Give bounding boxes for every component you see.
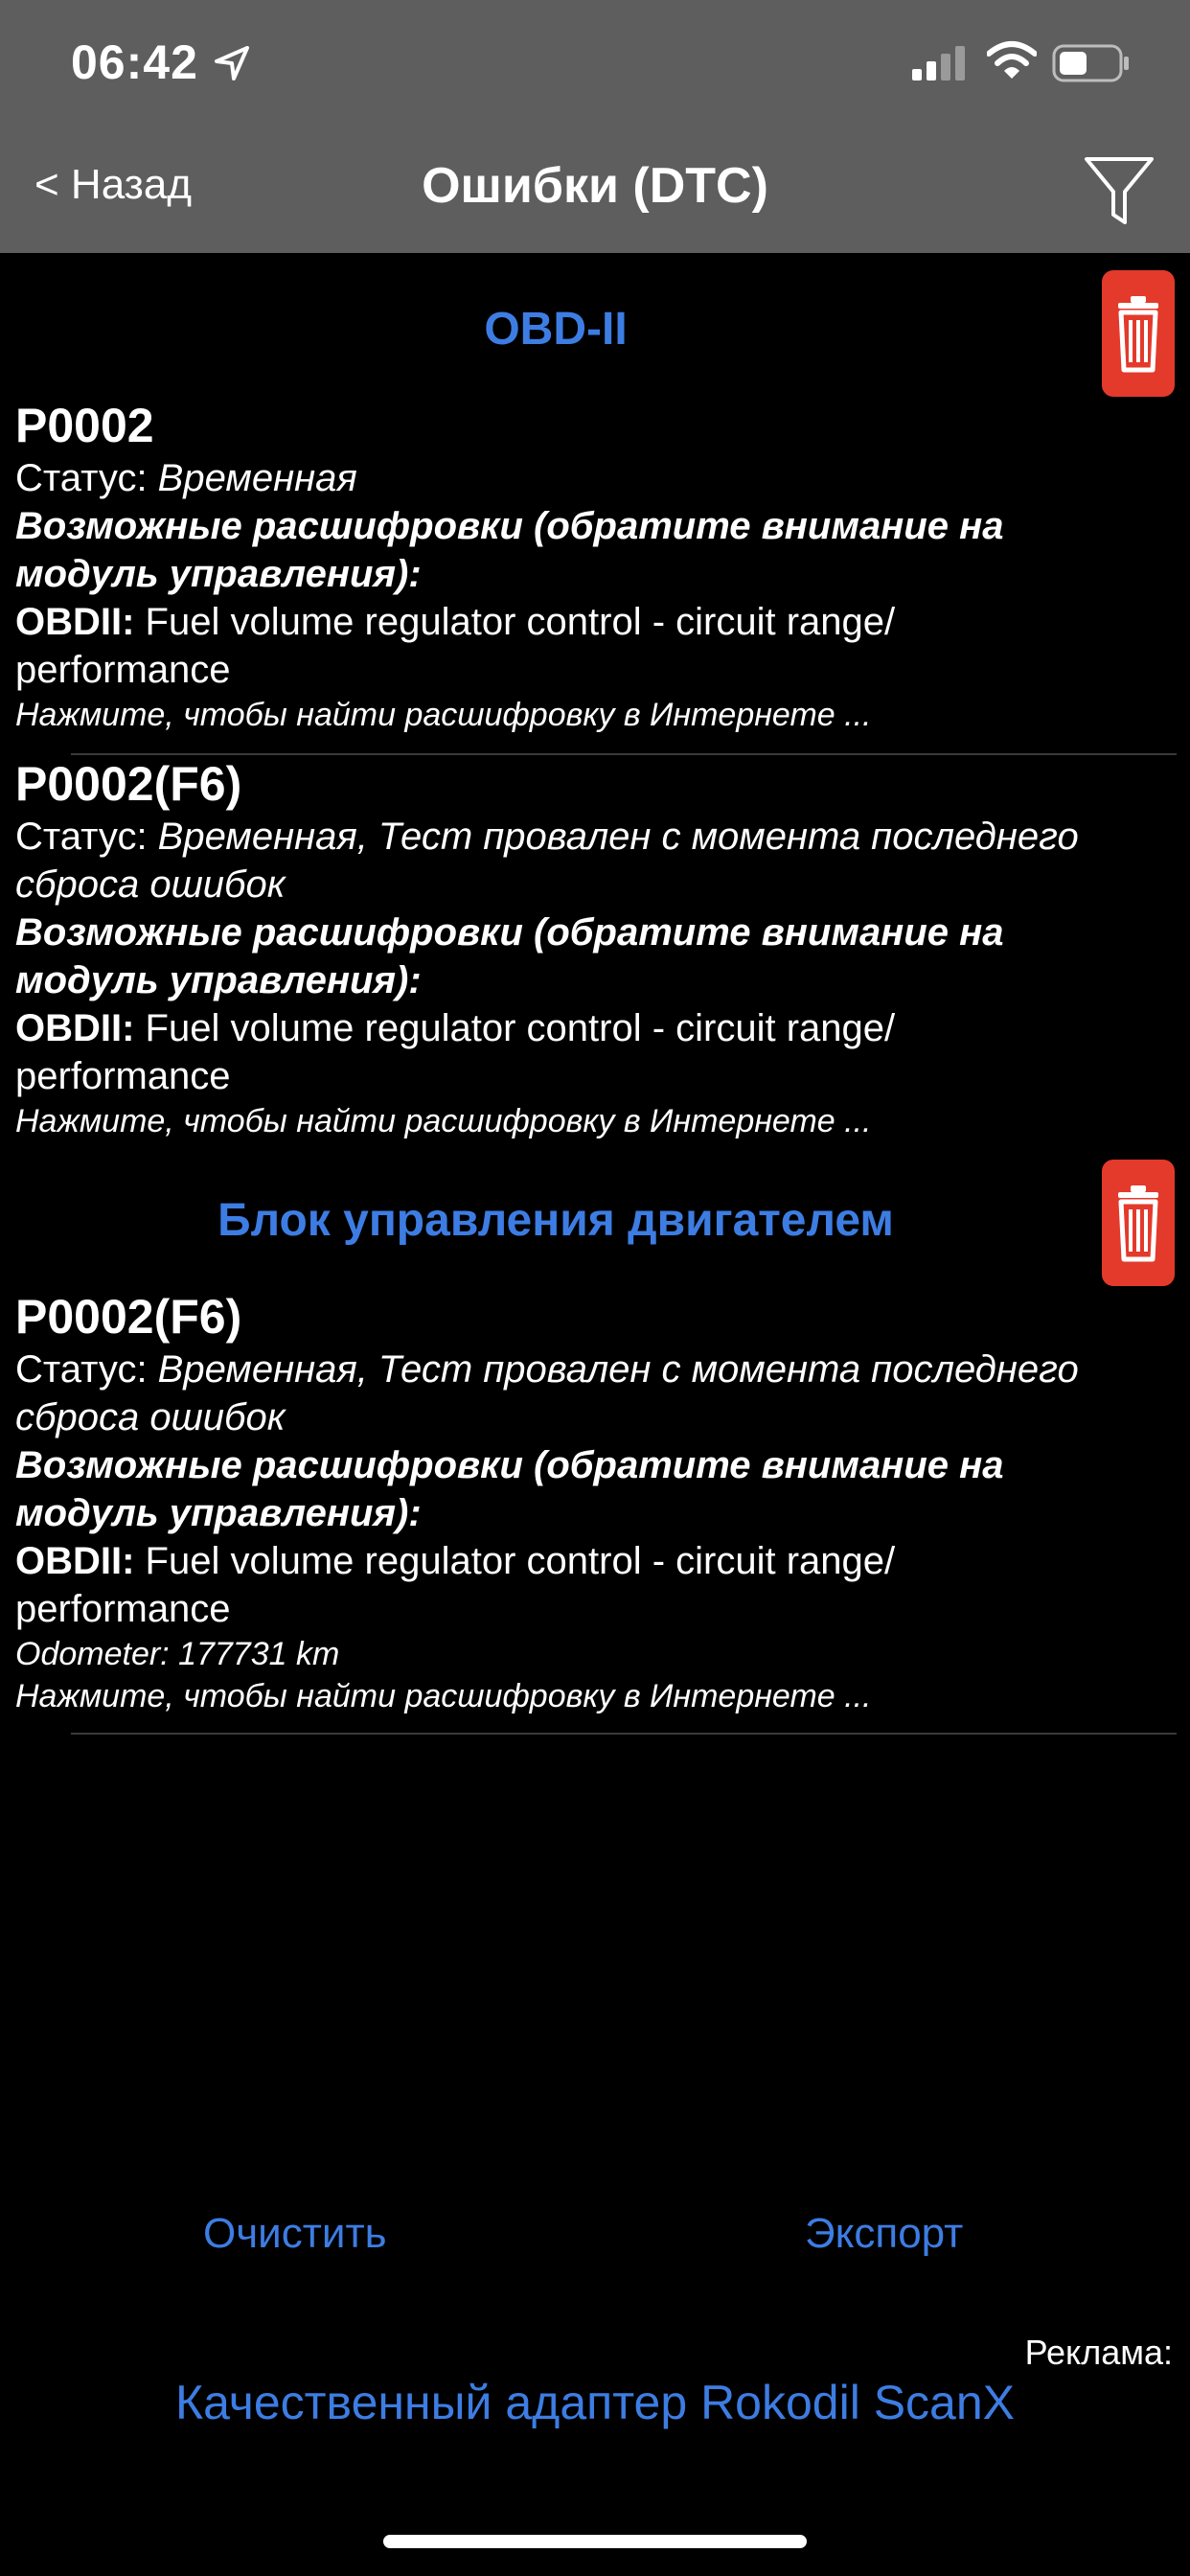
search-online-link[interactable]: Нажмите, чтобы найти расшифровку в Интернете ... — [15, 1678, 872, 1714]
ad-link[interactable]: Качественный адаптер Rokodil ScanX — [174, 2376, 1016, 2429]
module-label: OBDII: — [15, 601, 135, 643]
search-online-link[interactable]: Нажмите, чтобы найти расшифровку в Интернете ... — [15, 697, 872, 733]
dtc-status — [15, 813, 1175, 861]
delete-section-button[interactable] — [1102, 1160, 1175, 1286]
dtc-code: P0002 — [15, 399, 154, 452]
divider — [71, 1733, 1177, 1735]
trash-icon — [1114, 293, 1162, 374]
dtc-description — [15, 1537, 1175, 1585]
dtc-status-cont — [15, 861, 1175, 908]
odometer-reading: Odometer: 177731 km — [15, 1636, 340, 1672]
status-label: Статус: — [15, 816, 158, 858]
delete-section-button[interactable] — [1102, 270, 1175, 397]
wifi-icon — [987, 40, 1037, 82]
status-time: 06:42 — [71, 35, 198, 89]
module-label: OBDII: — [15, 1007, 135, 1049]
status-value-cont: сброса ошибок — [15, 863, 286, 906]
status-value: Временная, Тест провален с момента последнего — [157, 1348, 1079, 1391]
dtc-code: P0002(F6) — [15, 757, 242, 811]
decoding-hint-cont: модуль управления): — [15, 959, 422, 1001]
dtc-status-cont — [15, 1393, 1175, 1441]
description-text: Fuel volume regulator control - circuit range/ — [134, 1007, 896, 1049]
dtc-list-item[interactable] — [15, 1288, 1175, 1717]
status-value: Временная, Тест провален с момента последнего — [157, 816, 1079, 858]
filter-icon[interactable] — [1083, 153, 1156, 226]
module-label: OBDII: — [15, 1540, 135, 1582]
decoding-hint-cont: модуль управления): — [15, 1492, 422, 1534]
dtc-list-item[interactable] — [15, 397, 1175, 736]
status-value-cont: сброса ошибок — [15, 1396, 286, 1438]
decoding-hint-cont: модуль управления): — [15, 553, 422, 595]
section-title-obd2: OBD-II — [484, 304, 628, 355]
section-title-engine-ecu: Блок управления двигателем — [217, 1195, 894, 1246]
dtc-code: P0002(F6) — [15, 1290, 242, 1344]
decoding-hint: Возможные расшифровки (обратите внимание на — [15, 505, 1004, 547]
status-label: Статус: — [15, 457, 158, 499]
cellular-signal-icon — [912, 46, 968, 80]
location-arrow-icon — [213, 44, 251, 82]
dtc-description — [15, 598, 1175, 646]
ad-label: Реклама: — [1024, 2333, 1173, 2372]
clear-button[interactable]: Очистить — [203, 2210, 387, 2257]
status-value: Временная — [157, 457, 357, 499]
search-online-link[interactable]: Нажмите, чтобы найти расшифровку в Интернете ... — [15, 1103, 872, 1139]
decoding-hint: Возможные расшифровки (обратите внимание на — [15, 911, 1004, 954]
home-indicator[interactable] — [383, 2535, 807, 2548]
page-title: Ошибки (DTC) — [422, 158, 768, 214]
dtc-status — [15, 454, 1175, 502]
navigation-header — [0, 0, 1190, 253]
trash-icon — [1114, 1183, 1162, 1263]
description-text-cont: performance — [15, 1055, 231, 1097]
dtc-status — [15, 1346, 1175, 1393]
export-button[interactable]: Экспорт — [805, 2210, 964, 2257]
battery-icon — [1052, 44, 1131, 82]
back-button[interactable]: < Назад — [34, 161, 192, 208]
description-text-cont: performance — [15, 1588, 231, 1630]
status-label: Статус: — [15, 1348, 158, 1391]
description-text-cont: performance — [15, 649, 231, 691]
description-text: Fuel volume regulator control - circuit range/ — [134, 1540, 896, 1582]
decoding-hint: Возможные расшифровки (обратите внимание на — [15, 1444, 1004, 1486]
dtc-list-item[interactable] — [15, 755, 1175, 1142]
description-text: Fuel volume regulator control - circuit range/ — [134, 601, 896, 643]
dtc-description — [15, 1004, 1175, 1052]
